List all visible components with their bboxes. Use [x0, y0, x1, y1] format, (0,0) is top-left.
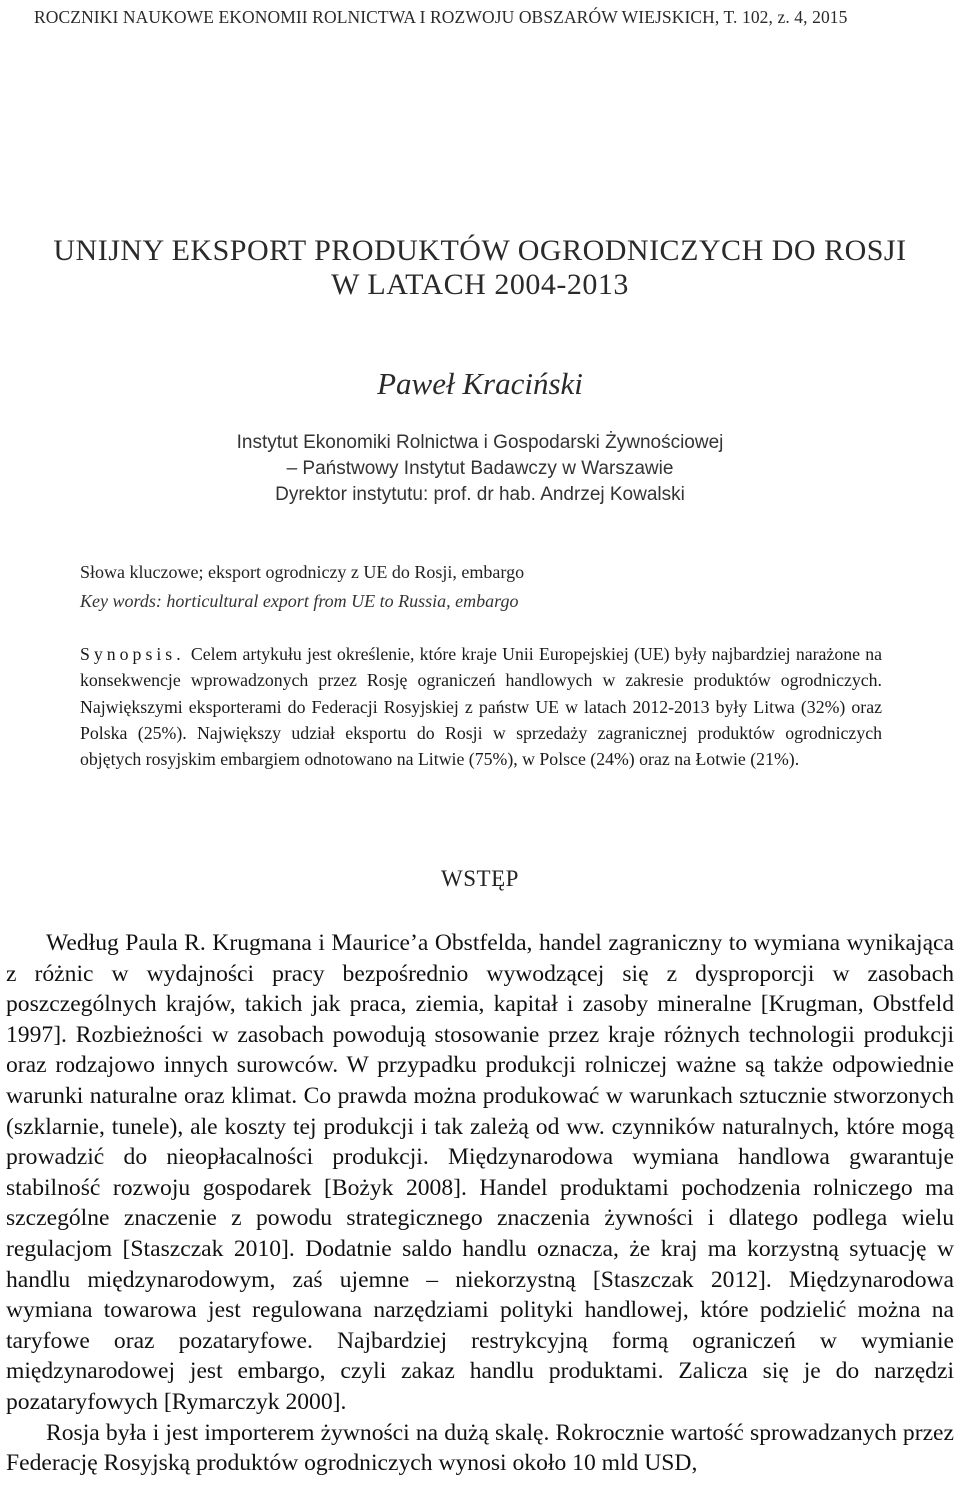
synopsis-text: Celem artykułu jest określenie, które kraje Unii Europejskiej (UE) były najbardziej narażone na konsekwencje wprowadzonych przez Rosję ograniczeń handlowych w zakresie produktów ogrodniczych. Największymi eksporterami do Federacji Rosyjskiej z państw UE w latach 2012-2013 były Litwa (32%) oraz Polska (25%). Największy udział eksportu do Rosji w sprzedaży zagranicznej produktów ogrodniczych objętych rosyjskim embargiem odnotowano na Litwie (75%), w Polsce (24%) oraz na Łotwie (21%). [80, 644, 882, 770]
keywords-english: Key words: horticultural export from UE to Russia, embargo [80, 591, 519, 611]
body-paragraph: Według Paula R. Krugmana i Maurice’a Obstfelda, handel zagraniczny to wymiana wynikająca z różnic w wydajności pracy bezpośrednio wywodzącej się z dysproporcji w zasobach poszczególnych krajów, takich jak praca, ziemia, kapitał i zasoby mineralne [Krugman, Obstfeld 1997]. Rozbieżności w zasobach powodują stosowanie przez kraje różnych technologii produkcji oraz rodzajowo innych surowców. W przypadku produkcji rolniczej ważne są także odpowiednie warunki naturalne oraz klimat. Co prawda można produkować w warunkach sztucznie stworzonych (szklarnie, tunele), ale koszty tej produkcji i tak zależą od ww. czynników naturalnych, które mogą prowadzić do nieopłacalności produkcji. Międzynarodowa wymiana handlowa gwarantuje stabilność rozwoju gospodarek [Bożyk 2008]. Handel produktami pochodzenia rolniczego ma szczególne znaczenie z powodu strategicznego znaczenia żywności i dlatego podlega wielu regulacjom [Staszczak 2010]. Dodatnie saldo handlu oznacza, że kraj ma korzystną sytuację w handlu międzynarodowym, zaś ujemne – niekorzystną [Staszczak 2012]. Międzynarodowa wymiana towarowa jest regulowana narzędziami polityki handlowej, które podzielić można na taryfowe oraz pozataryfowe. Najbardziej restrykcyjną formą ograniczeń w wymianie międzynarodowej jest embargo, czyli zakaz handlu produktami. Zalicza się je do narzędzi pozataryfowych [Rymarczyk 2000]. [6, 930, 954, 1415]
body-text [6, 928, 954, 1479]
synopsis [80, 641, 882, 772]
affiliation-line: – Państwowy Instytut Badawczy w Warszawie [286, 458, 674, 479]
body-paragraph: Rosja była i jest importerem żywności na dużą skalę. Rokrocznie wartość sprowadzanych przez Federację Rosyjską produktów ogrodniczych wynosi około 10 mld USD, [6, 1419, 954, 1477]
synopsis-label: Synopsis. [80, 644, 185, 664]
author-name: Paweł Kraciński [377, 366, 583, 401]
affiliation-line: Dyrektor instytutu: prof. dr hab. Andrzej Kowalski [275, 484, 685, 505]
keywords-polish: Słowa kluczowe; eksport ogrodniczy z UE do Rosji, embargo [80, 562, 525, 582]
article-title-line-2: W LATACH 2004-2013 [331, 268, 629, 301]
section-heading: WSTĘP [441, 866, 519, 891]
article-title-line-1: UNIJNY EKSPORT PRODUKTÓW OGRODNICZYCH DO ROSJI [53, 234, 907, 267]
affiliation-line: Instytut Ekonomiki Rolnictwa i Gospodarski Żywnościowej [236, 432, 724, 453]
running-head: ROCZNIKI NAUKOWE EKONOMII ROLNICTWA I ROZWOJU OBSZARÓW WIEJSKICH, T. 102, z. 4, 2015 [34, 7, 848, 27]
